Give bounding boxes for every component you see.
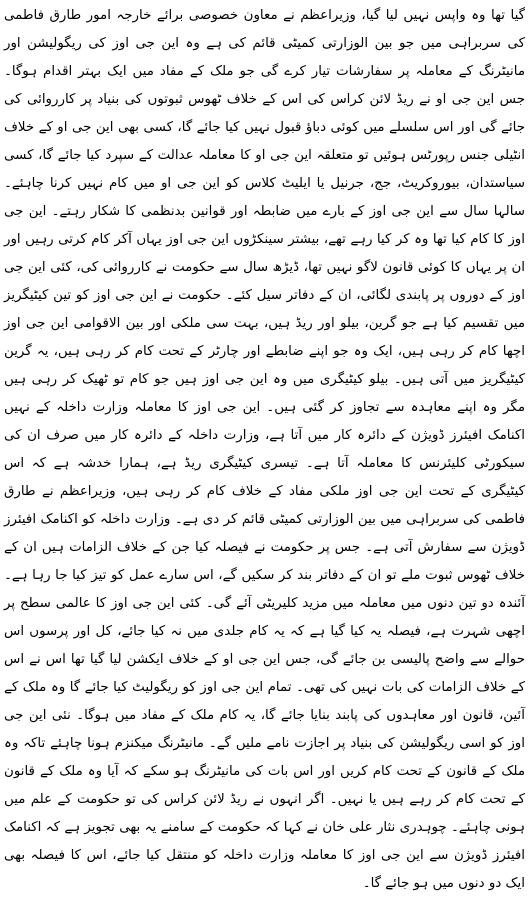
article-body: گیا تھا وہ واپس نہیں لیا گیا، وزیراعظم نے معاون خصوصی برائے خارجہ امور طارق فاطمی کی سربراہی میں جو بین الوزارتی کمیٹی قائم کی ہے وہ این جی اوز کی ریگولیشن اور مانیٹرنگ کے معاملہ پر سفارشات تیار کرے گی جو ملک کے مفاد میں ایک بہتر اقدام ہوگا۔ جس این جی او نے ریڈ لائن کراس کی اس کے خلاف ٹھوس ثبوتوں کی بنیاد پر کارروائی کی جائے گی اور اس سلسلے میں کوئی دباؤ قبول نہیں کیا جائے گا، کسی بھی این جی او کے خلاف انٹیلی جنس رپورٹس ہوئیں تو متعلقہ این جی او کا معاملہ عدالت کے سپرد کیا جائے گا، کسی سیاستدان، بیوروکریٹ، جج، جرنیل یا ایلیٹ کلاس کو این جی او میں کام نہیں کرنا چاہئے۔ سالہا سال سے این جی اوز کے بارے میں ضابطہ اور قوانین بدنظمی کا شکار رہتے۔ این جی اوز کا کام کیا تھا وہ کر کیا رہے تھے، بیشتر سینکڑوں این جی اوز یہاں آکر کام کرتی رہیں اور ان پر یہاں کا کوئی قانون لاگو نہیں تھا، ڈیڑھ سال سے حکومت نے کارروائی کی، کئی این جی اوز کے دوروں پر پابندی لگائی، ان کے دفاتر سیل کئے۔ حکومت نے این جی اوز کو تین کیٹیگریز میں تقسیم کیا ہے جو گرین، بیلو اور ریڈ ہیں، بہت سی ملکی اور بین الاقوامی این جی اوز اچھا کام کر رہی ہیں، ایک وہ جو اپنے ضابطے اور چارٹر کے تحت کام کر رہی ہیں، یہ گرین کیٹیگریز میں آتی ہیں۔ بیلو کیٹیگری میں وہ این جی اوز ہیں جو کام تو ٹھیک کر رہی ہیں مگر وہ اپنے معاہدہ سے تجاوز کر گئی ہیں۔ این جی اوز کا معاملہ وزارت داخلہ کے نہیں اکنامک افیئرز ڈویژن کے دائرہ کار میں آتا ہے، وزارت داخلہ کے دائرہ کار میں صرف ان کی سیکورٹی کلیئرنس کا معاملہ آتا ہے۔ تیسری کیٹیگری ریڈ ہے، ہمارا خدشہ ہے کہ اس کیٹیگری کے تحت این جی اوز ملکی مفاد کے خلاف کام کر رہی ہیں، وزیراعظم نے طارق فاطمی کی سربراہی میں بین الوزارتی کمیٹی قائم کر دی ہے۔ وزارت داخلہ کو اکنامک افیئرز ڈویژن سے سفارش آتی ہے۔ جس پر حکومت نے فیصلہ کیا جن کے خلاف الزامات ہیں ان کے خلاف ٹھوس ثبوت ملے تو ان کے دفاتر بند کر سکیں گے، اس سارے عمل کو تیز کیا جا رہا ہے۔ آئندہ دو تین دنوں میں معاملہ میں مزید کلیریٹی آئے گی۔ کئی این جی اوز کا عالمی سطح پر اچھی شہرت ہے، فیصلہ یہ کیا گیا ہے کہ یہ کام جلدی میں نہ کیا جائے، کل اور پرسوں اس حوالے سے واضح پالیسی بن جائے گی، جس این جی او کے خلاف ایکشن لیا گیا تھا اس نے اس کے خلاف الزامات کی بات نہیں کی تھی۔ تمام این جی اوز کو ریگولیٹ کیا جائے گا وہ ملک کے آئین، قانون اور معاہدوں کی پابند بنایا جائے گا، یہ کام ملک کے مفاد میں ہوگا۔ نئی این جی اوز کو اسی ریگولیشن کی بنیاد پر اجازت نامے ملیں گے۔ مانیٹرنگ میکنزم ہونا چاہئے تاکہ وہ ملک کے قانون کے تحت کام کریں اور اس بات کی مانیٹرنگ ہو سکے کہ آیا وہ ملک کے قانون کے تحت کام کر رہے ہیں یا نہیں۔ اگر انہوں نے ریڈ لائن کراس کی تو حکومت کے علم میں ہونی چاہئے۔ چوہدری نثار علی خان نے کہا کہ حکومت کے سامنے یہ بھی تجویز ہے کہ اکنامک افیئرز ڈویژن سے این جی اوز کا معاملہ وزارت داخلہ کو منتقل کیا جائے، اس کا فیصلہ بھی ایک دو دنوں میں ہو جائے گا۔ <box>4 8 525 891</box>
